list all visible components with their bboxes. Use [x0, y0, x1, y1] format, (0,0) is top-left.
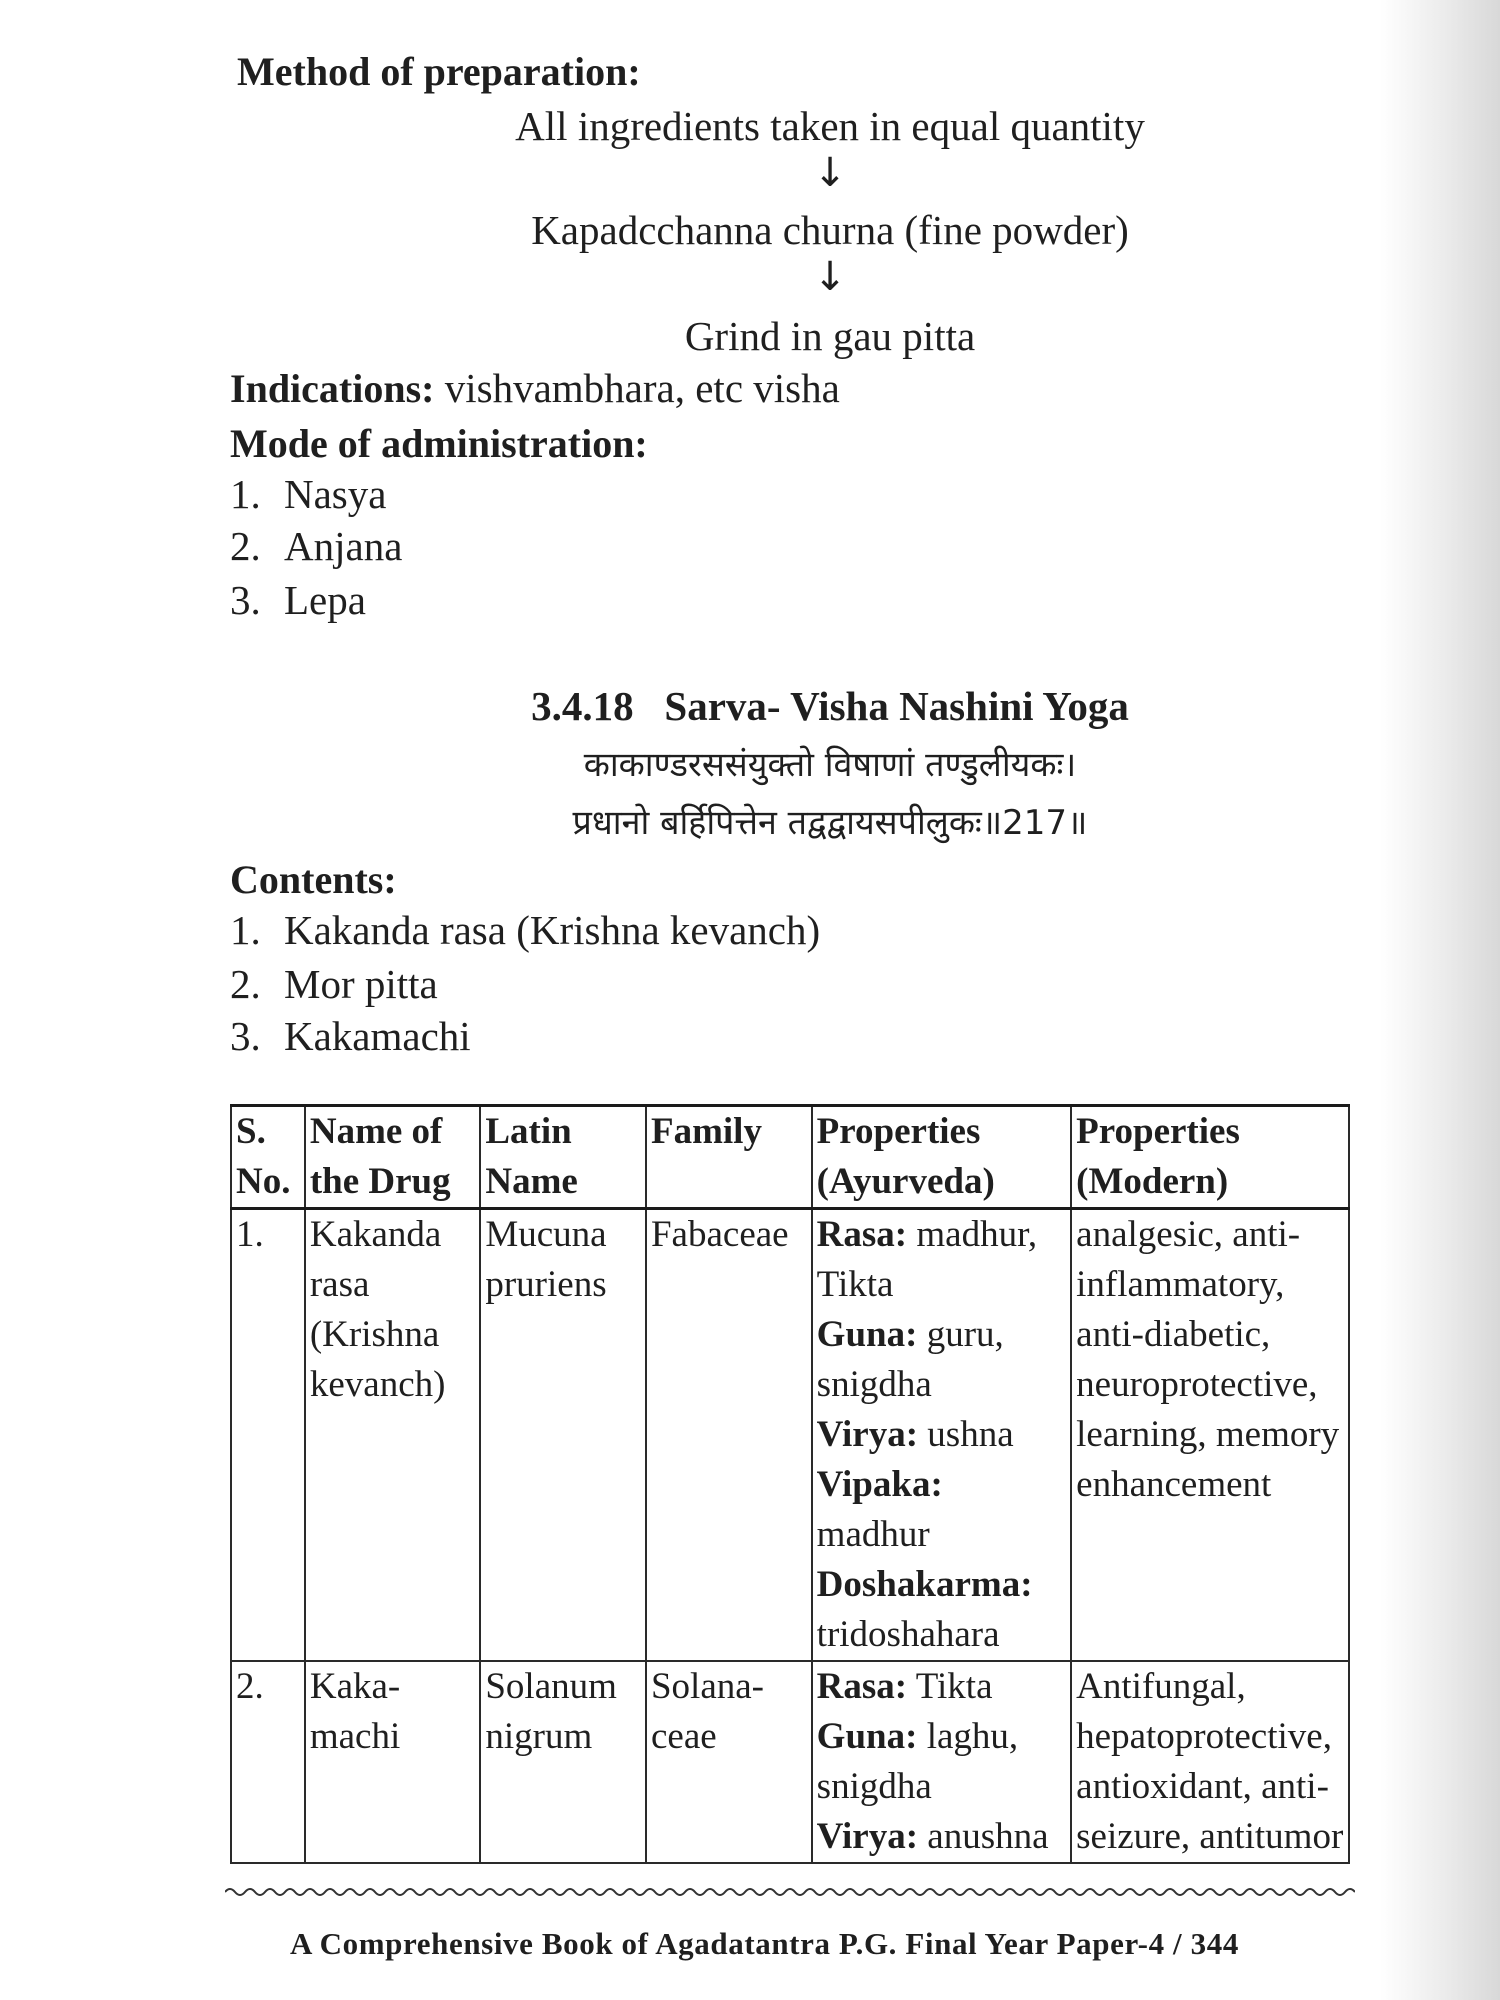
header-latin-name: Latin Name — [480, 1106, 646, 1209]
header-drug-name: Name of the Drug — [305, 1106, 481, 1209]
header-family: Family — [646, 1106, 812, 1209]
indications-text: vishvambhara, etc visha — [434, 365, 840, 411]
cell-family: Fabaceae — [646, 1209, 812, 1662]
cell-properties-modern: analgesic, anti- inflammatory, anti-diabetic, neuroprotective, learning, memory enhancement — [1071, 1209, 1349, 1662]
method-step-1: All ingredients taken in equal quantity — [515, 103, 1145, 149]
header-properties-modern: Properties (Modern) — [1071, 1106, 1349, 1209]
cell-family: Solana- ceae — [646, 1661, 812, 1863]
header-properties-ayurveda: Properties (Ayurveda) — [812, 1106, 1071, 1209]
table-row — [231, 1661, 1349, 1863]
cell-drug-name: Kakanda rasa (Krishna kevanch) — [305, 1209, 481, 1662]
contents-heading: Contents: — [230, 857, 397, 902]
list-item: 1. Nasya — [230, 471, 387, 517]
list-item: 2. Anjana — [230, 523, 403, 569]
cell-sno: 2. — [231, 1661, 305, 1863]
wavy-divider — [225, 1886, 1355, 1898]
method-step-3: Grind in gau pitta — [684, 313, 976, 359]
cell-properties-ayurveda: Rasa: Tikta Guna: laghu, snigdha Virya: anushna — [812, 1661, 1071, 1863]
cell-properties-modern: Antifungal, hepatoprotective, antioxidant, anti- seizure, antitumor — [1071, 1661, 1349, 1863]
indications-label: Indications: — [230, 366, 435, 411]
section-title: 3.4.18 Sarva- Visha Nashini Yoga — [531, 683, 1129, 729]
header-sno: S. No. — [231, 1106, 305, 1209]
sanskrit-verse-line-1: काकाण्डरससंयुक्तो विषाणां तण्डुलीयकः। — [583, 745, 1077, 785]
page-footer: A Comprehensive Book of Agadatantra P.G. Final Year Paper-4 / 344 — [290, 1926, 1239, 1961]
list-item: 3. Lepa — [230, 577, 366, 623]
cell-properties-ayurveda: Rasa: madhur, Tikta Guna: guru, snigdha Virya: ushna Vipaka: madhur Doshakarma: tridoshahara — [812, 1209, 1071, 1662]
cell-latin-name: Mucuna pruriens — [480, 1209, 646, 1662]
cell-drug-name: Kaka- machi — [305, 1661, 481, 1863]
table-header-row — [231, 1106, 1349, 1209]
mode-heading: Mode of administration: — [230, 421, 648, 466]
list-item: 2. Mor pitta — [230, 961, 438, 1007]
drug-table — [230, 1104, 1350, 1864]
sanskrit-verse-line-2: प्रधानो बर्हिपित्तेन तद्वद्वायसपीलुकः॥217॥ — [572, 803, 1088, 843]
down-arrow-icon: ↓ — [813, 254, 847, 300]
cell-sno: 1. — [231, 1209, 305, 1662]
indications-line — [230, 364, 840, 412]
cell-latin-name: Solanum nigrum — [480, 1661, 646, 1863]
list-item: 1. Kakanda rasa (Krishna kevanch) — [230, 907, 821, 953]
down-arrow-icon: ↓ — [813, 150, 847, 196]
method-step-2: Kapadcchanna churna (fine powder) — [531, 207, 1129, 253]
method-heading: Method of preparation: — [237, 49, 641, 94]
table-row — [231, 1209, 1349, 1662]
list-item: 3. Kakamachi — [230, 1013, 471, 1059]
page-edge-shadow — [1380, 0, 1500, 2000]
